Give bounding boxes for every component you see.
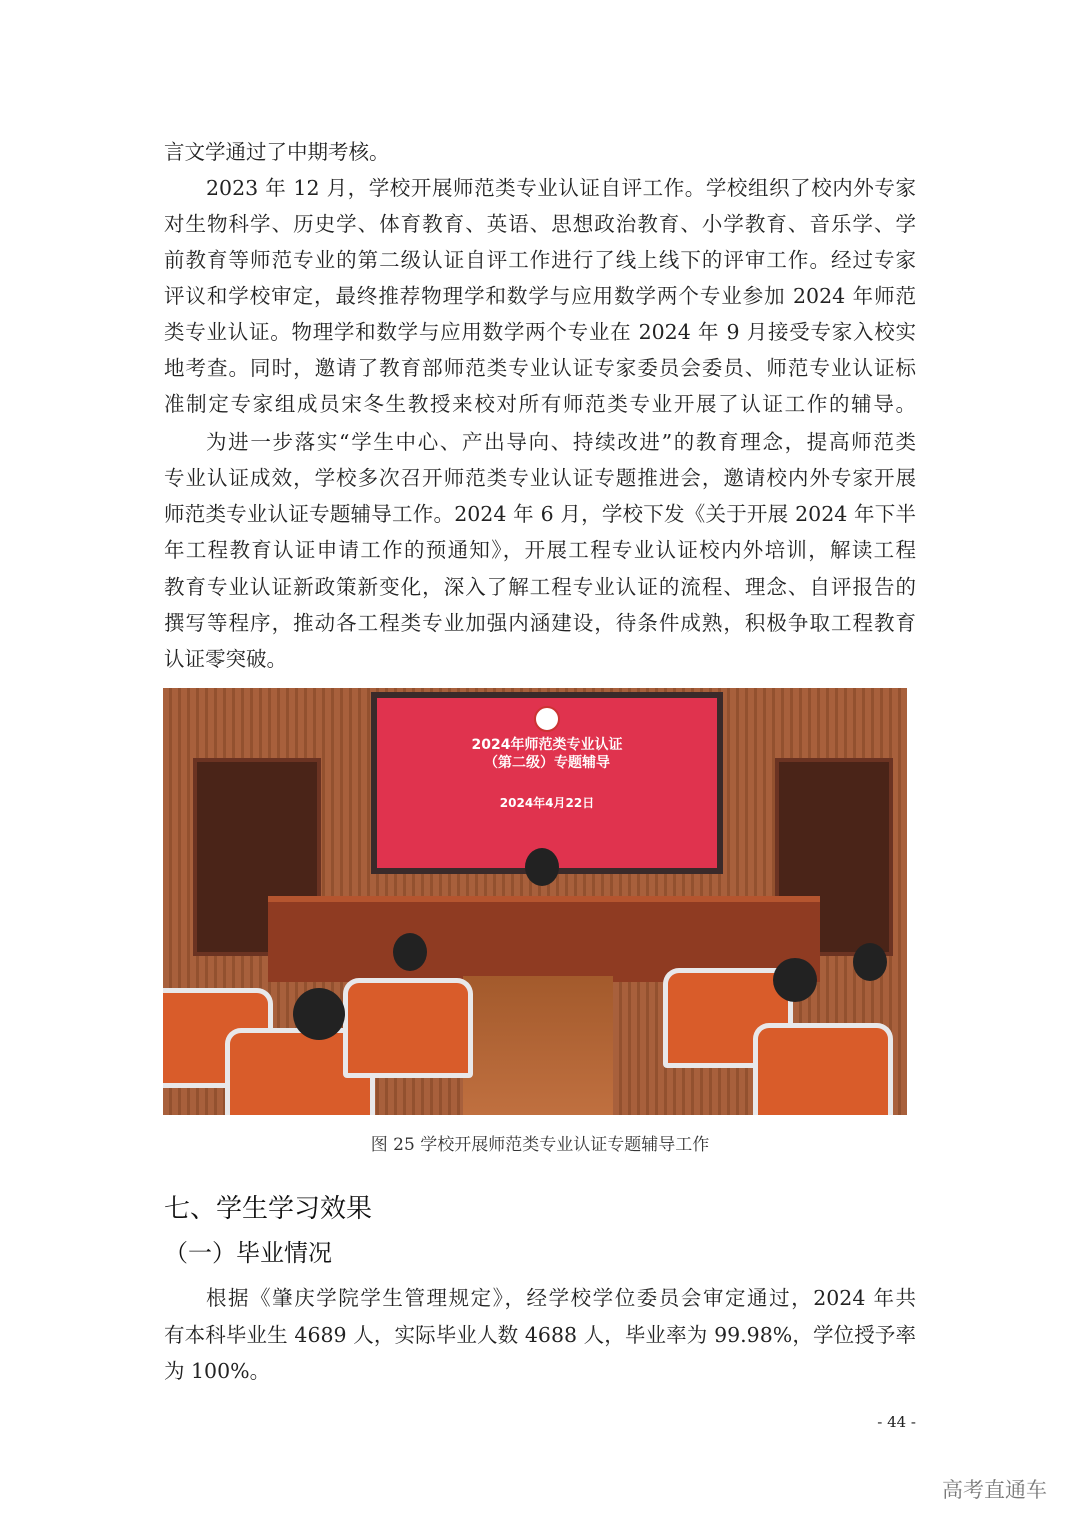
body-line: 评议和学校审定，最终推荐物理学和数学与应用数学两个专业参加 2024 年师范 (164, 284, 916, 308)
body-line: 对生物科学、历史学、体育教育、英语、思想政治教育、小学教育、音乐学、学 (164, 212, 916, 236)
body-line: 年工程教育认证申请工作的预通知》，开展工程专业认证校内外培训，解读工程 (164, 538, 916, 562)
body-line: 言文学通过了中期考核。 (164, 140, 390, 164)
body-line: 专业认证成效，学校多次召开师范类专业认证专题推进会，邀请校内外专家开展 (164, 466, 916, 490)
body-line: 为进一步落实“学生中心、产出导向、持续改进”的教育理念，提高师范类 (206, 430, 916, 454)
chair (343, 978, 473, 1078)
body-line: 撰写等程序，推动各工程类专业加强内涵建设，待条件成熟，积极争取工程教育 (164, 611, 916, 635)
body-line: 2023 年 12 月，学校开展师范类专业认证自评工作。学校组织了校内外专家 (206, 176, 916, 200)
body-line: 为 100%。 (164, 1359, 271, 1383)
subsection-heading: （一）毕业情况 (164, 1239, 332, 1267)
audience-member (773, 958, 817, 1002)
school-logo-icon (534, 706, 560, 732)
body-line: 类专业认证。物理学和数学与应用数学两个专业在 2024 年 9 月接受专家入校实 (164, 320, 916, 344)
body-line: 根据《肇庆学院学生管理规定》，经学校学位委员会审定通过，2024 年共 (206, 1286, 916, 1310)
body-line: 前教育等师范专业的第二级认证自评工作进行了线上线下的评审工作。经过专家 (164, 248, 916, 272)
screen-date: 2024年4月22日 (499, 796, 595, 810)
body-line: 认证零突破。 (164, 647, 287, 671)
screen-subtitle: （第二级）专题辅导 (484, 755, 610, 771)
body-line: 准制定专家组成员宋冬生教授来校对所有师范类专业开展了认证工作的辅导。 (164, 392, 916, 416)
meeting-photo (163, 688, 907, 1115)
audience-member (393, 933, 427, 971)
page-number: - 44 - (877, 1413, 916, 1431)
audience-member (853, 943, 887, 981)
figure-caption: 图 25 学校开展师范类专业认证专题辅导工作 (370, 1135, 710, 1155)
body-line: 师范类专业认证专题辅导工作。2024 年 6 月，学校下发《关于开展 2024 年下半 (164, 502, 916, 526)
body-line: 有本科毕业生 4689 人，实际毕业人数 4688 人，毕业率为 99.98%，学位授予率 (164, 1323, 916, 1347)
chair (753, 1023, 893, 1115)
audience-member (293, 988, 345, 1040)
speaker (525, 848, 559, 886)
watermark: 高考直通车 (942, 1478, 1047, 1502)
section-heading: 七、学生学习效果 (164, 1194, 373, 1224)
screen-title: 2024年师范类专业认证 (471, 737, 623, 753)
body-line: 地考查。同时，邀请了教育部师范类专业认证专家委员会委员、师范专业认证标 (164, 356, 916, 380)
body-line: 教育专业认证新政策新变化，深入了解工程专业认证的流程、理念、自评报告的 (164, 575, 916, 599)
floor (463, 976, 613, 1115)
projection-screen (371, 692, 723, 874)
